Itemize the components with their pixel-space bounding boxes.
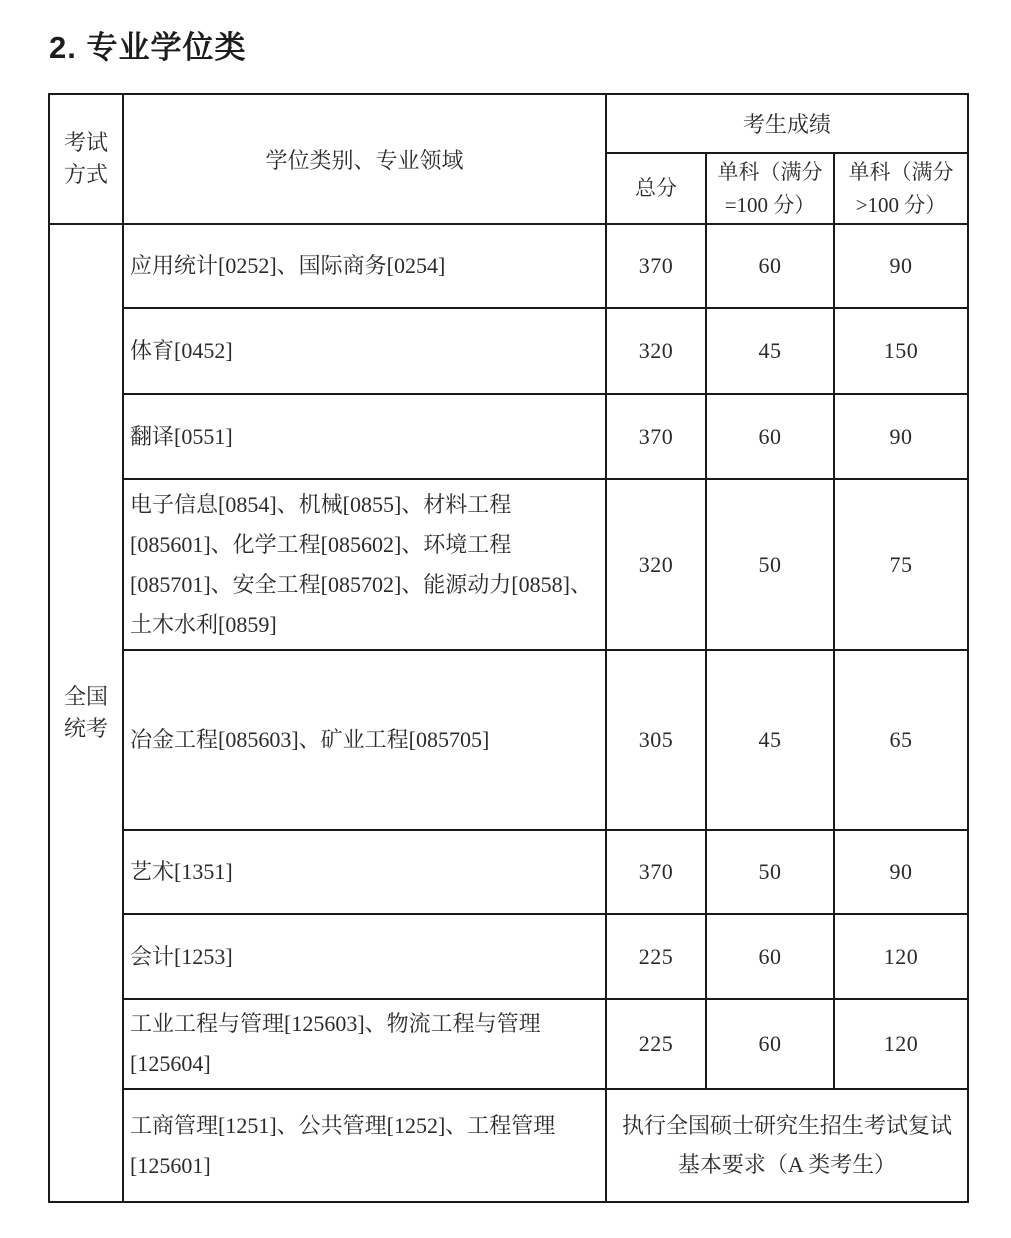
program-cell: 工业工程与管理[125603]、物流工程与管理[125604] — [123, 999, 606, 1089]
program-cell: 艺术[1351] — [123, 830, 606, 914]
note-cell: 执行全国硕士研究生招生考试复试基本要求（A 类考生） — [606, 1089, 968, 1202]
single-100-cell: 50 — [706, 479, 834, 650]
program-cell: 电子信息[0854]、机械[0855]、材料工程[085601]、化学工程[085602]、环境工程[085701]、安全工程[085702]、能源动力[0858]、土木水利[0859] — [123, 479, 606, 650]
header-single-subject-100: 单科（满分=100 分） — [706, 153, 834, 224]
single-gt100-cell: 90 — [834, 830, 968, 914]
table-row — [49, 394, 968, 479]
single-100-cell: 60 — [706, 394, 834, 479]
program-cell: 会计[1253] — [123, 914, 606, 999]
program-cell: 体育[0452] — [123, 308, 606, 394]
single-gt100-cell: 90 — [834, 224, 968, 308]
header-single-subject-gt100: 单科（满分>100 分） — [834, 153, 968, 224]
total-score-cell: 320 — [606, 479, 706, 650]
table-row — [49, 224, 968, 308]
single-100-cell: 60 — [706, 999, 834, 1089]
single-100-cell: 60 — [706, 224, 834, 308]
single-gt100-cell: 90 — [834, 394, 968, 479]
table-row — [49, 830, 968, 914]
total-score-cell: 225 — [606, 914, 706, 999]
table-row — [49, 999, 968, 1089]
header-exam-method: 考试方式 — [49, 94, 123, 224]
table-row — [49, 479, 968, 650]
program-cell: 应用统计[0252]、国际商务[0254] — [123, 224, 606, 308]
total-score-cell: 370 — [606, 224, 706, 308]
total-score-cell: 370 — [606, 394, 706, 479]
single-gt100-cell: 120 — [834, 914, 968, 999]
program-cell: 翻译[0551] — [123, 394, 606, 479]
single-gt100-cell: 120 — [834, 999, 968, 1089]
header-degree-category: 学位类别、专业领域 — [123, 94, 606, 224]
single-gt100-cell: 75 — [834, 479, 968, 650]
table-row — [49, 308, 968, 394]
single-100-cell: 50 — [706, 830, 834, 914]
single-gt100-cell: 65 — [834, 650, 968, 830]
table-header-row — [49, 94, 968, 153]
single-100-cell: 60 — [706, 914, 834, 999]
single-100-cell: 45 — [706, 308, 834, 394]
total-score-cell: 225 — [606, 999, 706, 1089]
single-gt100-cell: 150 — [834, 308, 968, 394]
header-total-score: 总分 — [606, 153, 706, 224]
page-title: 2. 专业学位类 — [49, 30, 247, 65]
program-cell: 工商管理[1251]、公共管理[1252]、工程管理[125601] — [123, 1089, 606, 1202]
header-candidate-score: 考生成绩 — [606, 94, 968, 153]
total-score-cell: 370 — [606, 830, 706, 914]
total-score-cell: 320 — [606, 308, 706, 394]
total-score-cell: 305 — [606, 650, 706, 830]
exam-method-value: 全国统考 — [49, 224, 123, 1202]
program-cell: 冶金工程[085603]、矿业工程[085705] — [123, 650, 606, 830]
single-100-cell: 45 — [706, 650, 834, 830]
table-row — [49, 914, 968, 999]
table-row — [49, 650, 968, 830]
table-row — [49, 1089, 968, 1202]
score-table — [48, 93, 969, 1203]
